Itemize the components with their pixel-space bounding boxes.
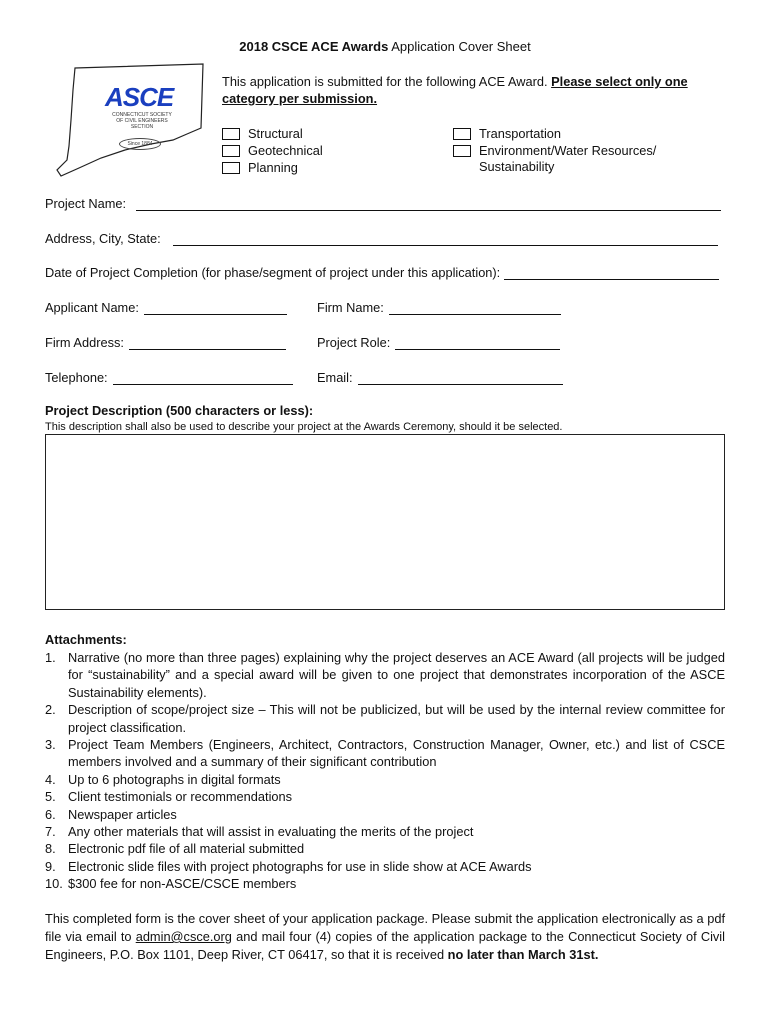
telephone-field — [45, 370, 293, 385]
completion-date-input[interactable] — [504, 266, 719, 280]
category-environment — [453, 142, 656, 159]
list-item — [45, 788, 725, 805]
list-item — [45, 771, 725, 788]
item-text: Description of scope/project size – This will not be publicized, but will be used by the internal review committee for project classification. — [68, 702, 725, 735]
logo-line2: OF CIVIL ENGINEERS — [116, 118, 168, 124]
item-number: 9. — [45, 858, 56, 874]
completion-date-field — [45, 265, 719, 280]
logo-line1: CONNECTICUT SOCIETY — [112, 112, 172, 118]
firm-address-input[interactable] — [129, 336, 286, 350]
list-item — [45, 736, 725, 771]
page-title-bold: 2018 CSCE ACE Awards — [239, 39, 389, 54]
project-name-input[interactable] — [136, 197, 721, 211]
project-role-field — [317, 335, 560, 350]
list-item — [45, 806, 725, 823]
field-label: Firm Name: — [317, 300, 384, 315]
checkbox-planning[interactable] — [222, 162, 240, 174]
checkbox-transportation[interactable] — [453, 128, 471, 140]
field-label: Applicant Name: — [45, 300, 139, 315]
item-text: Client testimonials or recommendations — [68, 789, 293, 805]
firm-address-field — [45, 335, 286, 350]
list-item — [45, 823, 725, 840]
item-number: 3. — [45, 737, 56, 753]
category-transportation — [453, 125, 656, 142]
item-text: Any other materials that will assist in evaluating the merits of the project — [68, 824, 474, 840]
applicant-name-input[interactable] — [144, 301, 287, 315]
checkbox-structural[interactable] — [222, 128, 240, 140]
checkbox-environment[interactable] — [453, 145, 471, 157]
category-geotechnical — [222, 142, 323, 159]
item-text: Electronic slide files with project photographs for use in slide show at ACE Awards — [68, 858, 532, 874]
firm-name-input[interactable] — [389, 301, 561, 315]
item-text: $300 fee for non-ASCE/CSCE members — [68, 876, 297, 892]
item-text: Up to 6 photographs in digital formats — [68, 771, 281, 787]
project-role-input[interactable] — [395, 336, 560, 350]
item-number: 1. — [45, 650, 56, 665]
logo-line3: SECTION — [130, 124, 154, 130]
page-title — [0, 39, 770, 54]
list-item — [45, 858, 725, 875]
field-label: Project Name: — [45, 196, 127, 211]
item-text: Newspaper articles — [68, 806, 177, 822]
description-subtext: This description shall also be used to describe your project at the Awards Ceremony, should it be selected. — [45, 421, 563, 433]
category-label-continuation: Sustainability — [479, 159, 555, 174]
attachments-heading: Attachments: — [45, 632, 127, 647]
category-label: Environment/Water Resources/ — [479, 143, 657, 158]
item-number: 6. — [45, 806, 56, 822]
address-field — [45, 231, 718, 246]
page-title-rest: Application Cover Sheet — [388, 39, 531, 54]
field-label: Address, City, State: — [45, 231, 161, 246]
item-number: 2. — [45, 702, 56, 718]
field-label: Date of Project Completion (for phase/segment of project under this application): — [45, 265, 501, 280]
closing-paragraph — [45, 910, 725, 964]
intro-plain: This application is submitted for the following ACE Award. — [222, 74, 552, 89]
intro-emphasis: Please select only one category per submission. — [222, 74, 688, 106]
item-text: Project Team Members (Engineers, Architect, Contractors, Construction Manager, Owner, etc.) and list of CSCE members involved and a summary of their significant contribution — [68, 737, 725, 770]
category-column-2 — [453, 125, 656, 176]
telephone-input[interactable] — [113, 371, 293, 385]
list-item — [45, 875, 725, 892]
project-name-field — [45, 196, 721, 211]
item-number: 7. — [45, 824, 56, 840]
field-label: Telephone: — [45, 370, 108, 385]
closing-part2: and mail four (4) copies of the application package to the Connecticut Society of Civil Engineers, P.O. Box 1101, Deep River, CT 06417, so that it is received — [45, 929, 725, 962]
asce-wordmark: ASCE — [105, 82, 174, 112]
logo-founded: Since 1884 — [119, 138, 161, 150]
category-label: Transportation — [479, 126, 562, 141]
email-field — [317, 370, 563, 385]
item-text: Narrative (no more than three pages) explaining why the project deserves an ACE Award (all projects will be judged for “sustainability” and a special award will be given to one project that demonstrates incorporation of the ASCE Sustainability elements). — [68, 650, 725, 700]
intro-text — [222, 73, 742, 107]
category-structural — [222, 125, 323, 142]
applicant-name-field — [45, 300, 287, 315]
description-heading: Project Description (500 characters or less): — [45, 403, 314, 418]
checkbox-geotechnical[interactable] — [222, 145, 240, 157]
category-label: Geotechnical — [248, 143, 323, 158]
address-input[interactable] — [173, 232, 718, 246]
email-link[interactable]: admin@csce.org — [135, 929, 232, 944]
category-planning — [222, 159, 323, 176]
csce-logo — [55, 60, 205, 180]
item-number: 8. — [45, 841, 56, 857]
deadline-text: no later than March 31st. — [447, 947, 599, 962]
closing-part1: This completed form is the cover sheet of your application package. Please submit the application electronically as a pdf file via email to — [45, 911, 725, 944]
category-label: Structural — [248, 126, 303, 141]
email-input[interactable] — [358, 371, 563, 385]
field-label: Project Role: — [317, 335, 391, 350]
list-item — [45, 840, 725, 857]
item-text: Electronic pdf file of all material submitted — [68, 841, 305, 857]
item-number: 10. — [45, 876, 63, 892]
category-label: Planning — [248, 160, 298, 175]
attachments-list — [45, 649, 725, 893]
field-label: Firm Address: — [45, 335, 124, 350]
list-item — [45, 649, 725, 701]
item-number: 4. — [45, 771, 56, 787]
item-number: 5. — [45, 789, 56, 805]
project-description-textarea[interactable] — [45, 434, 725, 610]
list-item — [45, 701, 725, 736]
field-label: Email: — [317, 370, 353, 385]
category-column-1 — [222, 125, 323, 176]
firm-name-field — [317, 300, 561, 315]
